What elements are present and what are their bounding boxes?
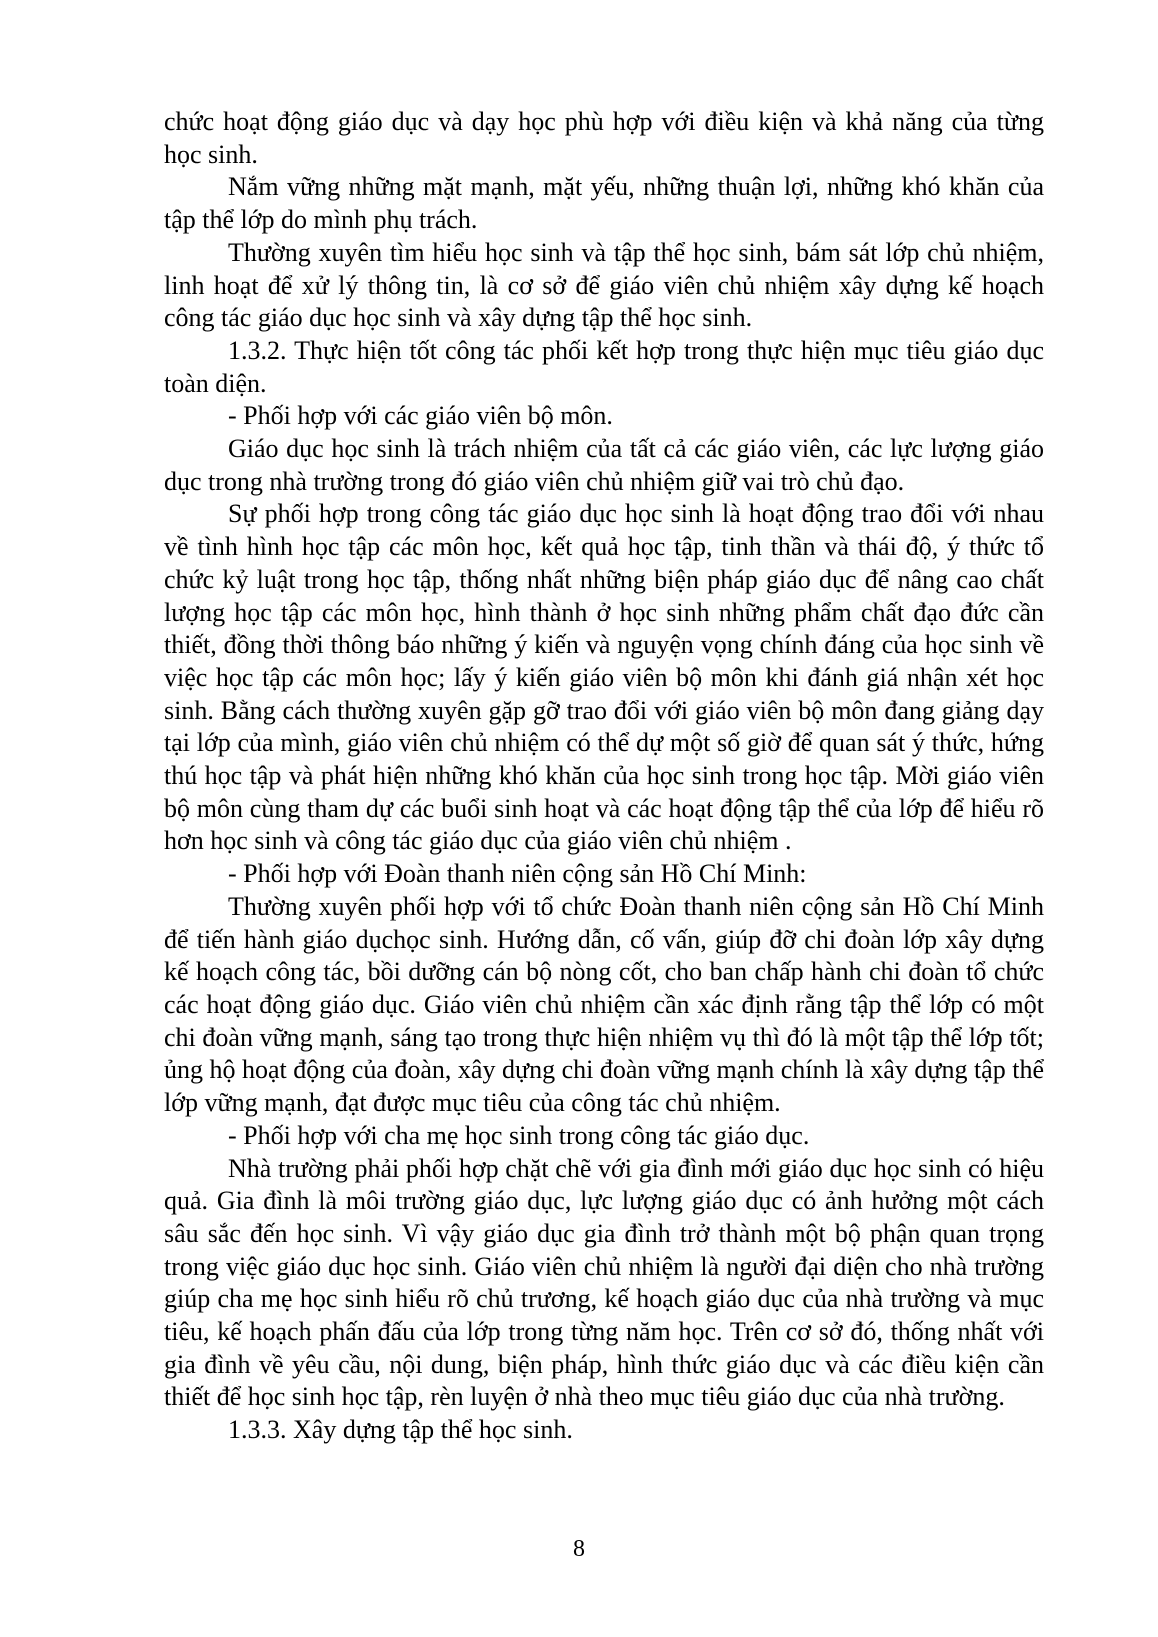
section-heading-1-3-3: 1.3.3. Xây dựng tập thể học sinh. [228, 1415, 573, 1445]
paragraph-continuation: chức hoạt động giáo dục và dạy học phù hợp với điều kiện và khả năng của từng học sinh. [164, 107, 1044, 169]
document-body [164, 106, 1044, 1447]
list-item-subject-teachers: - Phối hợp với các giáo viên bộ môn. [228, 401, 613, 431]
paragraph: Sự phối hợp trong công tác giáo dục học sinh là hoạt động trao đổi với nhau về tình hình học tập các môn học, kết quả học tập, tinh thần và thái độ, ý thức tổ chức kỷ luật trong học tập, thống nhất những biện pháp giáo dục để nâng cao chất lượng học tập các môn học, hình thành ở học sinh những phẩm chất đạo đức cần thiết, đồng thời thông báo những ý kiến và nguyện vọng chính đáng của học sinh về việc học tập các môn học; lấy ý kiến giáo viên bộ môn khi đánh giá nhận xét học sinh. Bằng cách thường xuyên gặp gỡ trao đổi với giáo viên bộ môn đang giảng dạy tại lớp của mình, giáo viên chủ nhiệm có thể dự một số giờ để quan sát ý thức, hứng thú học tập và phát hiện những khó khăn của học sinh trong học tập. Mời giáo viên bộ môn cùng tham dự các buổi sinh hoạt và các hoạt động tập thể của lớp để hiểu rõ hơn học sinh và công tác giáo dục của giáo viên chủ nhiệm . [164, 499, 1044, 856]
paragraph: Nhà trường phải phối hợp chặt chẽ với gia đình mới giáo dục học sinh có hiệu quả. Gia đình là môi trường giáo dục, lực lượng giáo dục có ảnh hưởng một cách sâu sắc đến học sinh. Vì vậy giáo dục gia đình trở thành một bộ phận quan trọng trong việc giáo dục học sinh. Giáo viên chủ nhiệm là người đại diện cho nhà trường giúp cha mẹ học sinh hiểu rõ chủ trương, kế hoạch giáo dục của nhà trường và mục tiêu, kế hoạch phấn đấu của lớp trong từng năm học. Trên cơ sở đó, thống nhất với gia đình về yêu cầu, nội dung, biện pháp, hình thức giáo dục và các điều kiện cần thiết để học sinh học tập, rèn luyện ở nhà theo mục tiêu giáo dục của nhà trường. [164, 1153, 1044, 1412]
list-item-parents: - Phối hợp với cha mẹ học sinh trong công tác giáo dục. [228, 1120, 810, 1150]
page-number: 8 [573, 1536, 585, 1562]
paragraph: Thường xuyên tìm hiểu học sinh và tập thể học sinh, bám sát lớp chủ nhiệm, linh hoạt để xử lý thông tin, là cơ sở để giáo viên chủ nhiệm xây dựng kế hoạch công tác giáo dục học sinh và xây dựng tập thể học sinh. [164, 237, 1044, 333]
paragraph: Giáo dục học sinh là trách nhiệm của tất cả các giáo viên, các lực lượng giáo dục trong nhà trường trong đó giáo viên chủ nhiệm giữ vai trò chủ đạo. [164, 434, 1044, 496]
list-item-youth-union: - Phối hợp với Đoàn thanh niên cộng sản Hồ Chí Minh: [228, 859, 807, 889]
section-heading-1-3-2: 1.3.2. Thực hiện tốt công tác phối kết hợp trong thực hiện mục tiêu giáo dục toàn diện. [164, 335, 1044, 398]
paragraph: Nắm vững những mặt mạnh, mặt yếu, những thuận lợi, những khó khăn của tập thể lớp do mình phụ trách. [164, 172, 1044, 235]
paragraph: Thường xuyên phối hợp với tổ chức Đoàn thanh niên cộng sản Hồ Chí Minh để tiến hành giáo dụchọc sinh. Hướng dẫn, cố vấn, giúp đỡ chi đoàn lớp xây dựng kế hoạch công tác, bồi dưỡng cán bộ nòng cốt, cho ban chấp hành chi đoàn tổ chức các hoạt động giáo dục. Giáo viên chủ nhiệm cần xác định rằng tập thể lớp có một chi đoàn vững mạnh, sáng tạo trong thực hiện nhiệm vụ thì đó là một tập thể lớp tốt; ủng hộ hoạt động của đoàn, xây dựng chi đoàn vững mạnh chính là xây dựng tập thể lớp vững mạnh, đạt được mục tiêu của công tác chủ nhiệm. [164, 891, 1044, 1118]
